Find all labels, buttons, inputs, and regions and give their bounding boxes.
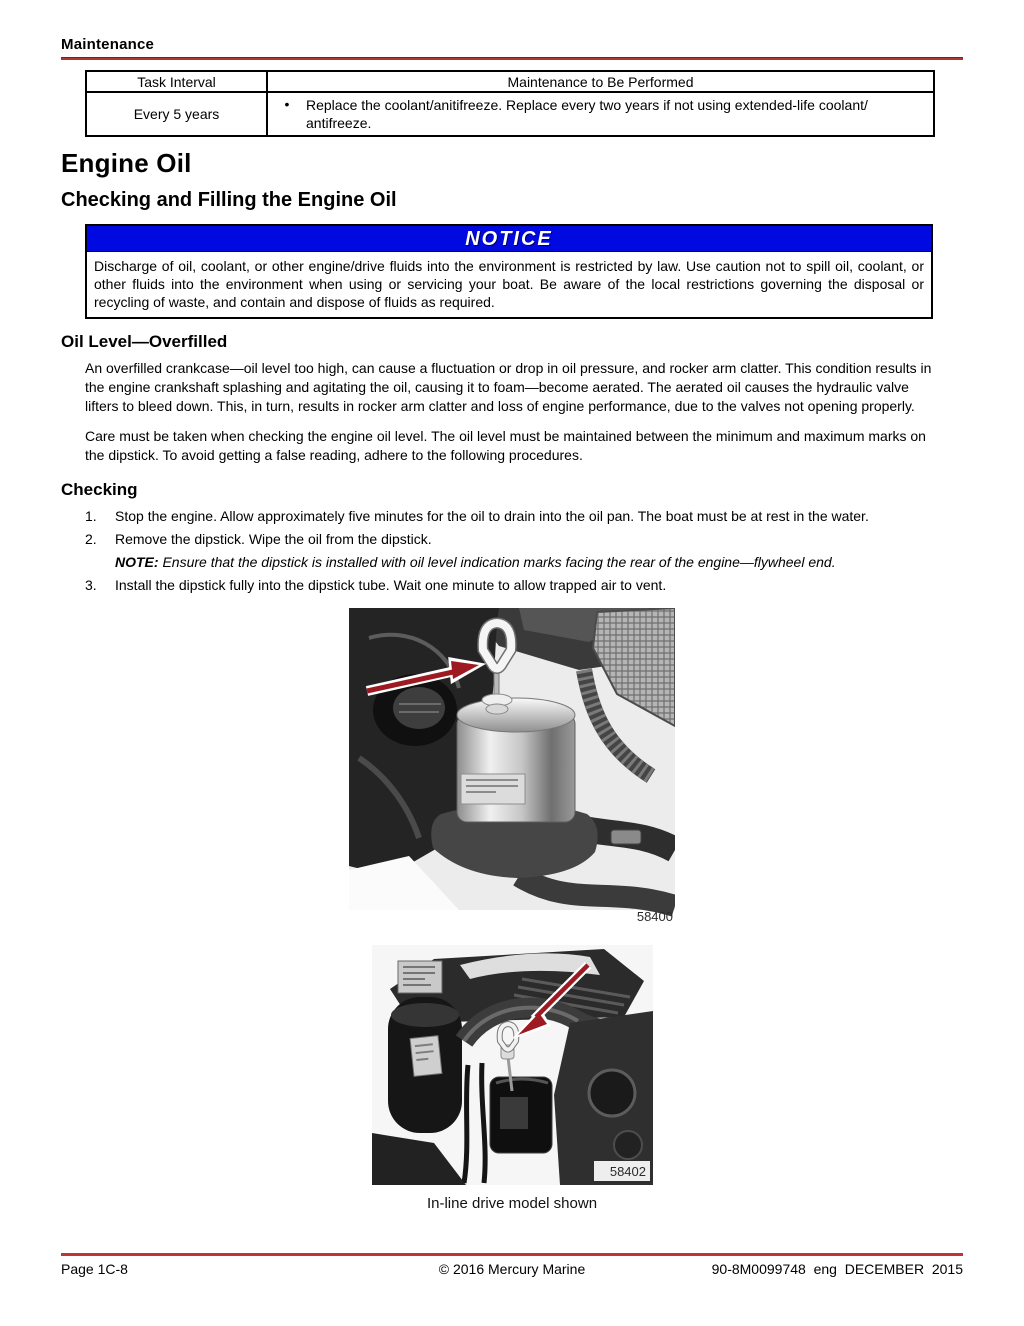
notice-body-text: Discharge of oil, coolant, or other engine/drive fluids into the environment is restricted by law. Use caution not to spill oil, coolant, or other fluids into the environment when using or servicing your boat. Be aware of the local restrictions governing the disposal or recycling of waste, and contain and dispose of fluids as required. bbox=[94, 258, 924, 310]
task-interval-header: Task Interval bbox=[86, 71, 267, 92]
section-breadcrumb: Maintenance bbox=[61, 36, 155, 53]
maintenance-task-table bbox=[85, 70, 935, 137]
table-row bbox=[86, 92, 934, 136]
figure-58402 bbox=[372, 945, 653, 1185]
interval-cell: Every 5 years bbox=[86, 92, 267, 136]
page-header bbox=[61, 0, 963, 60]
checking-step-3 bbox=[85, 576, 933, 595]
oil-level-overfilled-title: Oil Level—Overfilled bbox=[61, 332, 228, 351]
checking-note bbox=[115, 553, 933, 572]
oil-level-paragraph-1: An overfilled crankcase—oil level too high, can cause a fluctuation or drop in oil pressure, and rocker arm clatter. This condition results in the engine crankshaft splashing and agitating the oil, causing it to foam—become aerated. The aerated oil causes the hydraulic valve lifters to bleed down. This, in turn, results in rocker arm clatter and loss of engine performance, due to the valves not opening properly. bbox=[85, 360, 932, 414]
step-number: 3. bbox=[85, 577, 97, 593]
note-text: Ensure that the dipstick is installed with oil level indication marks facing the rear of the engine—flywheel end. bbox=[162, 554, 836, 570]
step-text: Install the dipstick fully into the dipstick tube. Wait one minute to allow trapped air to vent. bbox=[115, 577, 667, 593]
step-text: Stop the engine. Allow approximately five minutes for the oil to drain into the oil pan. The boat must be at rest in the water. bbox=[115, 508, 869, 524]
footer-doc-number: 90-8M0099748 eng DECEMBER 2015 bbox=[711, 1261, 963, 1277]
step-number: 1. bbox=[85, 508, 97, 524]
engine-oil-title: Engine Oil bbox=[61, 148, 192, 178]
figure-number: 58400 bbox=[636, 909, 673, 924]
note-label: NOTE: bbox=[115, 554, 163, 570]
checking-step-2 bbox=[85, 530, 933, 549]
inline-engine-photo bbox=[372, 945, 653, 1185]
oil-level-paragraph-2: Care must be taken when checking the engine oil level. The oil level must be maintained between the minimum and maximum marks on the dipstick. To avoid getting a false reading, adhere to the following procedures. bbox=[85, 428, 926, 463]
page-footer bbox=[61, 1253, 963, 1277]
figure-58400 bbox=[349, 608, 675, 924]
footer-copyright: © 2016 Mercury Marine bbox=[438, 1261, 586, 1277]
maintenance-performed-header: Maintenance to Be Performed bbox=[267, 71, 934, 92]
notice-banner: NOTICE bbox=[87, 226, 931, 252]
engine-dipstick-photo bbox=[349, 608, 675, 924]
checking-title: Checking bbox=[61, 480, 138, 499]
notice-box bbox=[85, 224, 933, 319]
figure-number: 58402 bbox=[609, 1164, 646, 1179]
step-number: 2. bbox=[85, 531, 97, 547]
figure-caption: In-line drive model shown bbox=[426, 1195, 598, 1212]
task-description: Replace the coolant/anitifreeze. Replace every two years if not using extended-life coolant/ antifreeze. bbox=[306, 97, 868, 131]
footer-page-number: Page 1C-8 bbox=[61, 1261, 128, 1277]
step-text: Remove the dipstick. Wipe the oil from the dipstick. bbox=[115, 531, 432, 547]
table-header-row bbox=[86, 71, 934, 92]
checking-step-1 bbox=[85, 507, 933, 526]
checking-filling-subtitle: Checking and Filling the Engine Oil bbox=[61, 189, 397, 211]
bullet-marker: • bbox=[284, 96, 290, 112]
header-rule bbox=[61, 57, 963, 60]
task-cell bbox=[267, 92, 934, 136]
